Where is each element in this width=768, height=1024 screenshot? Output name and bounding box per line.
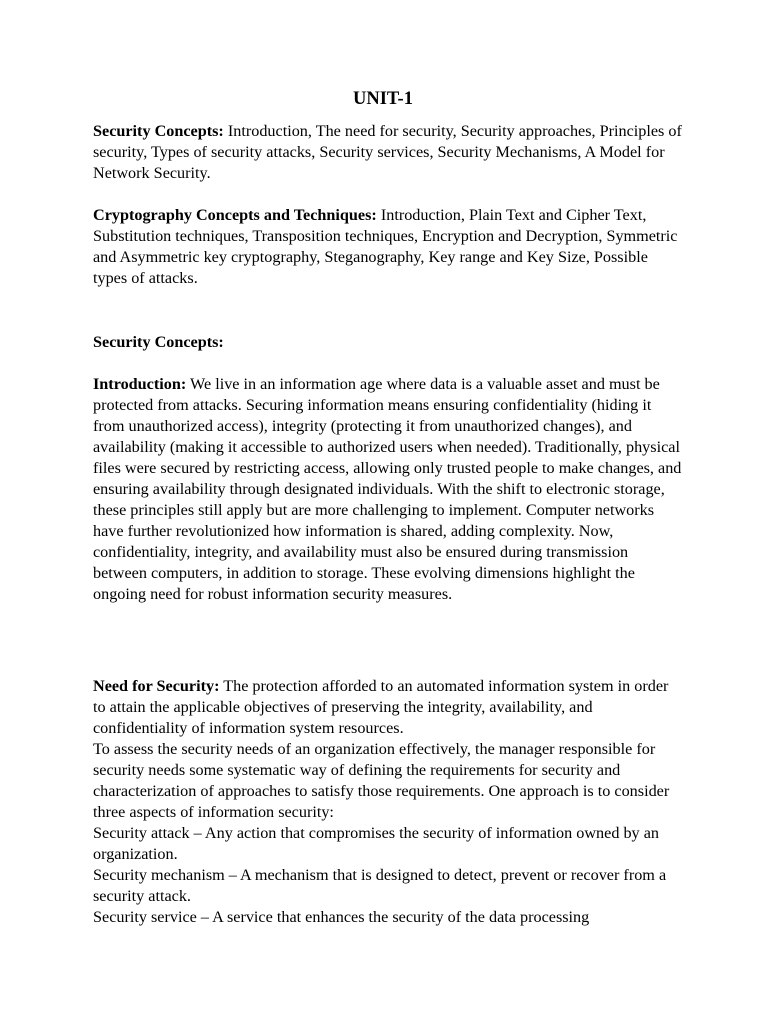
- syllabus-security-concepts: [93, 121, 683, 184]
- security-service-definition: Security service – A service that enhances the security of the data processing: [93, 908, 590, 926]
- syllabus-heading: Security Concepts:: [93, 122, 224, 140]
- security-attack-definition: Security attack – Any action that compromises the security of information owned by an organization.: [93, 824, 659, 863]
- syllabus-text: Introduction, The need for security, Security approaches, Principles of security, Types of security attacks, Security services, Security Mechanisms, A Model for Network Security.: [93, 122, 682, 182]
- introduction-text: We live in an information age where data is a valuable asset and must be protected from attacks. Securing information means ensuring confidentiality (hiding it from unauthorized access), integrity (protecting it from unauthorized changes), and availability (making it accessible to authorized users when needed). Traditionally, physical files were secured by restricting access, allowing only trusted people to make changes, and ensuring availability through designated individuals. With the shift to electronic storage, these principles still apply but are more challenging to implement. Computer networks have further revolutionized how information is shared, adding complexity. Now, confidentiality, integrity, and availability must also be ensured during transmission between computers, in addition to storage. These evolving dimensions highlight the ongoing need for robust information security measures.: [93, 375, 682, 603]
- security-mechanism-definition: Security mechanism – A mechanism that is designed to detect, prevent or recover from a security attack.: [93, 866, 667, 905]
- need-for-security-section: [93, 676, 683, 928]
- need-for-security-heading: Need for Security:: [93, 677, 220, 695]
- syllabus-cryptography-concepts: [93, 205, 683, 289]
- document-title: UNIT-1: [353, 89, 413, 109]
- introduction-paragraph: [93, 374, 683, 605]
- syllabus-heading: Cryptography Concepts and Techniques:: [93, 206, 377, 224]
- introduction-heading: Introduction:: [93, 375, 187, 393]
- need-for-security-paragraph: [93, 676, 683, 739]
- need-for-security-text: The protection afforded to an automated information system in order to attain the applicable objectives of preserving the integrity, availability, and confidentiality of information system resources.: [93, 677, 669, 737]
- section-heading: Security Concepts:: [93, 333, 224, 351]
- syllabus-text: Introduction, Plain Text and Cipher Text, Substitution techniques, Transposition techniques, Encryption and Decryption, Symmetric and Asymmetric key cryptography, Steganography, Key range and Key Size, Possible types of attacks.: [93, 206, 678, 287]
- assessment-paragraph: To assess the security needs of an organization effectively, the manager responsible for security needs some systematic way of defining the requirements for security and characterization of approaches to satisfy those requirements. One approach is to consider three aspects of information security:: [93, 740, 670, 821]
